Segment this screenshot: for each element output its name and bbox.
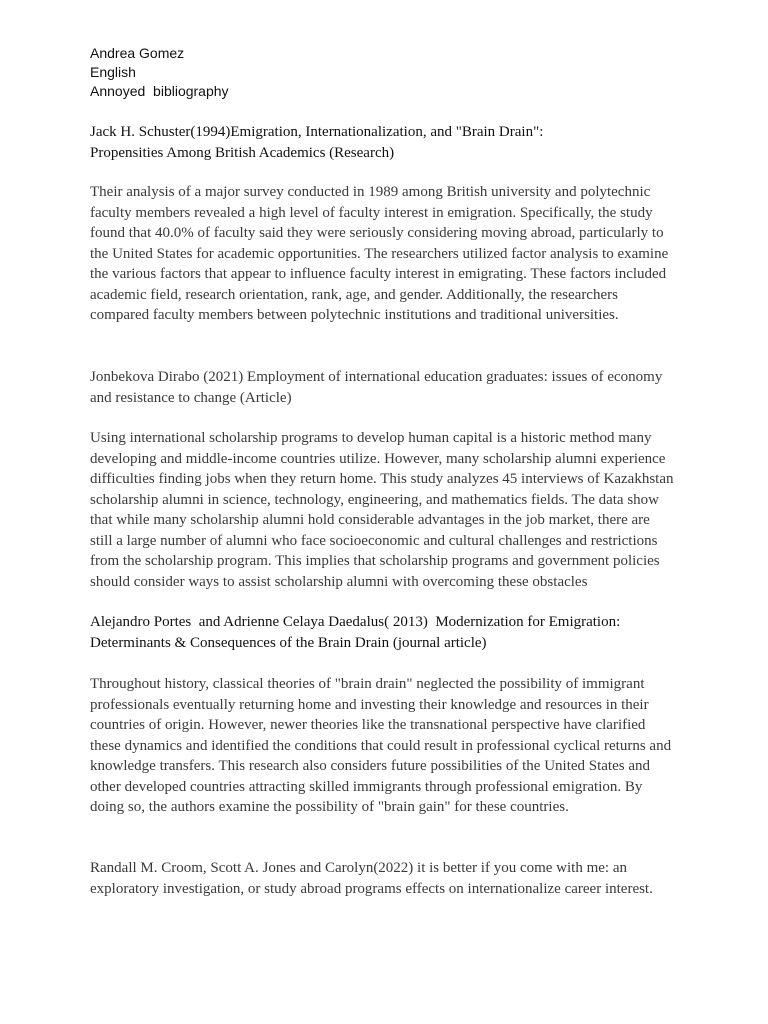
citation-line: Determinants & Consequences of the Brain Drain (journal article) <box>90 634 487 651</box>
annotation-line: developing and middle-income countries utilize. However, many scholarship alumni experience <box>90 450 666 467</box>
citation-line: exploratory investigation, or study abroad programs effects on internationalize career interest. <box>90 880 653 897</box>
annotation-line: Throughout history, classical theories of "brain drain" neglected the possibility of immigrant <box>90 676 645 692</box>
assignment-title: Annoyed bibliography <box>90 83 229 99</box>
annotation-line: scholarship alumni in science, technology, engineering, and mathematics fields. The data show <box>90 491 660 508</box>
annotation-line: the various factors that appear to influence faculty interest in emigrating. These factors included <box>90 266 667 282</box>
bibliography-entry <box>90 612 690 653</box>
author-name: Andrea Gomez <box>90 45 185 61</box>
annotation-line: difficulties finding jobs when they return home. This study analyzes 45 interviews of Kazakhstan <box>90 471 674 487</box>
entry-citation <box>90 367 690 408</box>
annotation-line: still a large number of alumni who face socioeconomic and cultural challenges and restrictions <box>90 532 658 549</box>
citation-line: Alejandro Portes and Adrienne Celaya Daedalus( 2013) Modernization for Emigration: <box>90 614 621 630</box>
entry-annotation <box>90 182 690 326</box>
entry-citation <box>90 858 690 899</box>
citation-line: Jonbekova Dirabo (2021) Employment of international education graduates: issues of economy <box>90 369 663 385</box>
entry-annotation <box>90 674 690 818</box>
entry-citation <box>90 122 690 163</box>
document-header <box>90 44 229 101</box>
citation-line: Randall M. Croom, Scott A. Jones and Carolyn(2022) it is better if you come with me: an <box>90 860 628 876</box>
bibliography-entry <box>90 367 690 408</box>
annotation-line: the United States for academic opportunities. The researchers utilized factor analysis to examine <box>90 245 669 262</box>
annotation-line: compared faculty members between polytechnic institutions and traditional universities. <box>90 307 619 323</box>
annotation-line: found that 40.0% of faculty said they were seriously considering moving abroad, particularly to <box>90 225 664 241</box>
annotation-line: other developed countries attracting skilled immigrants through professional emigration. By <box>90 778 643 795</box>
entry-citation <box>90 612 690 653</box>
citation-line: Propensities Among British Academics (Research) <box>90 144 395 161</box>
annotation-line: these dynamics and identified the conditions that could result in professional cyclical returns and <box>90 737 672 754</box>
annotation-line: knowledge transfers. This research also considers future possibilities of the United States and <box>90 758 651 774</box>
annotation-line: professionals eventually returning home and investing their knowledge and resources in their <box>90 696 649 713</box>
annotation-line: academic field, research orientation, rank, age, and gender. Additionally, the researchers <box>90 286 618 303</box>
bibliography-entry <box>90 122 690 163</box>
citation-line: and resistance to change (Article) <box>90 389 292 406</box>
annotation-line: countries of origin. However, newer theories like the transnational perspective have clarified <box>90 717 646 733</box>
bibliography-entry <box>90 858 690 899</box>
annotation-line: should consider ways to assist scholarship alumni with overcoming these obstacles <box>90 573 588 590</box>
entry-annotation <box>90 428 690 592</box>
annotation-line: doing so, the authors examine the possibility of "brain gain" for these countries. <box>90 799 569 815</box>
citation-line: Jack H. Schuster(1994)Emigration, Internationalization, and "Brain Drain": <box>90 124 544 140</box>
annotation-line: Using international scholarship programs to develop human capital is a historic method many <box>90 430 652 446</box>
annotation-line: faculty members revealed a high level of faculty interest in emigration. Specifically, the study <box>90 204 653 221</box>
course-name: English <box>90 64 136 80</box>
annotation-line: Their analysis of a major survey conducted in 1989 among British university and polytechnic <box>90 184 651 200</box>
annotation-line: that while many scholarship alumni hold considerable advantages in the job market, there are <box>90 512 650 528</box>
annotation-line: from the scholarship program. This implies that scholarship programs and government policies <box>90 553 660 569</box>
